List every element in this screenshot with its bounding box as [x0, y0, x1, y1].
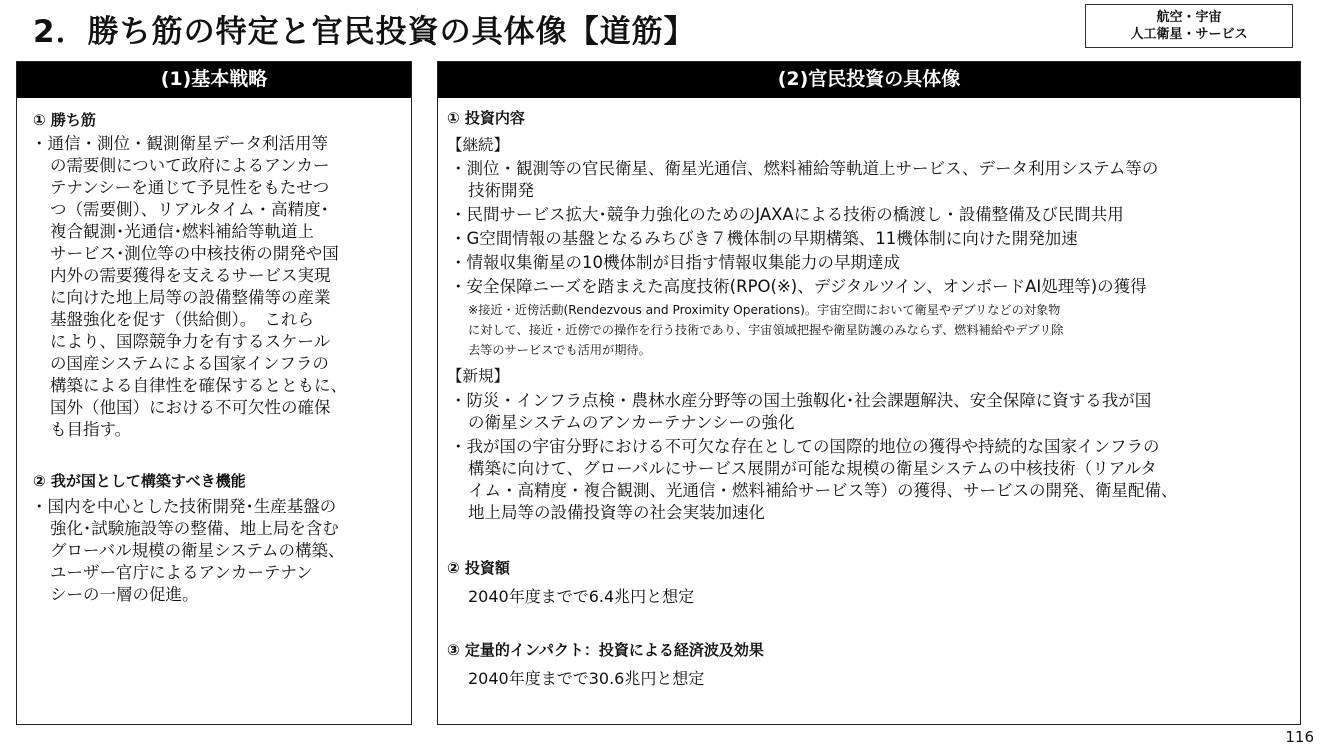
capability-line: シーの一層の促進。	[50, 585, 199, 604]
basic-strategy-panel	[16, 61, 412, 725]
continued-line: ・民間サービス拡大･競争力強化のためのJAXAによる技術の橋渡し・設備整備及び民間共用	[450, 205, 1124, 224]
continued-line: ・測位・観測等の官民衛星、衛星光通信、燃料補給等軌道上サービス、データ利用システム等の	[450, 159, 1159, 178]
continued-line: ・情報収集衛星の10機体制が目指す情報収集能力の早期達成	[450, 253, 900, 272]
strategy-line: サービス･測位等の中核技術の開発や国	[50, 244, 339, 263]
page-number: 116	[1285, 728, 1314, 746]
rpo-note-line: ※接近・近傍活動(Rendezvous and Proximity Operations)。宇宙空間において衛星やデブリなどの対象物	[468, 303, 1061, 317]
investment-amount-title: ② 投資額	[447, 559, 510, 577]
investment-panel	[437, 61, 1301, 725]
new-line: の衛星システムのアンカーテナンシーの強化	[468, 413, 795, 432]
strategy-line: の需要側について政府によるアンカー	[50, 156, 330, 175]
new-line: ・防災・インフラ点検・農林水産分野等の国土強靱化･社会課題解決、安全保障に資する我が国	[450, 391, 1152, 410]
rpo-note-line: に対して、接近・近傍での操作を行う技術であり、宇宙領域把握や衛星防護のみならず、燃料補給やデブリ除	[468, 323, 1064, 337]
strategy-line: に向けた地上局等の設備整備等の産業	[50, 288, 331, 307]
investment-amount-text: 2040年度までで6.4兆円と想定	[468, 587, 695, 606]
investment-body	[438, 98, 1300, 724]
investment-content-title: ① 投資内容	[447, 109, 525, 127]
strategy-line: テナンシーを通じて予見性をもたせつ	[50, 178, 330, 197]
impact-title: ③ 定量的インパクト：投資による経済波及効果	[447, 641, 764, 659]
capability-title: ② 我が国として構築すべき機能	[33, 472, 246, 490]
rpo-note-line: 去等のサービスでも活用が期待。	[468, 343, 651, 357]
strategy-line: により、国際競争力を有するスケール	[50, 332, 331, 351]
category-tag-line2: 人工衛星・サービス	[1130, 27, 1248, 42]
basic-strategy-header: (1)基本戦略	[17, 62, 411, 98]
capability-line: ユーザー官庁によるアンカーテナン	[50, 563, 313, 582]
continued-label: 【継続】	[447, 136, 510, 154]
new-line: イム・高精度・複合観測、光通信・燃料補給サービス等）の獲得、サービスの開発、衛星配備、	[468, 481, 1178, 500]
continued-line: ・安全保障ニーズを踏まえた高度技術(RPO(※)、デジタルツイン、オンボードAI処理等)の獲得	[450, 277, 1147, 296]
capability-line: 強化･試験施設等の整備、地上局を含む	[50, 519, 339, 538]
category-tag-line1: 航空・宇宙	[1156, 10, 1222, 25]
new-line: 地上局等の設備投資等の社会実装加速化	[468, 503, 765, 522]
strategy-line: ・通信・測位・観測衛星データ利活用等	[31, 134, 328, 153]
capability-line: グローバル規模の衛星システムの構築、	[50, 541, 345, 560]
continued-line: 技術開発	[468, 181, 534, 200]
impact-text: 2040年度までで30.6兆円と想定	[468, 669, 705, 688]
strategy-line: の国産システムによる国家インフラの	[50, 354, 329, 373]
basic-strategy-body	[17, 98, 411, 724]
category-tag	[1085, 4, 1293, 48]
capability-line: ・国内を中心とした技術開発･生産基盤の	[31, 497, 337, 516]
strategy-line: 基盤強化を促す（供給側）。 これら	[50, 310, 314, 329]
winning-path-title: ① 勝ち筋	[33, 111, 96, 129]
new-line: ・我が国の宇宙分野における不可欠な存在としての国際的地位の獲得や持続的な国家インフラの	[450, 437, 1160, 456]
strategy-line: 国外（他国）における不可欠性の確保	[50, 398, 331, 417]
strategy-line: 構築による自律性を確保するとともに、	[50, 376, 347, 395]
strategy-line: も目指す。	[50, 420, 132, 439]
page-title: 2．勝ち筋の特定と官民投資の具体像【道筋】	[33, 14, 696, 50]
strategy-line: つ（需要側）、リアルタイム・高精度･	[50, 200, 329, 219]
continued-line: ・G空間情報の基盤となるみちびき７機体制の早期構築、11機体制に向けた開発加速	[450, 229, 1078, 248]
new-label: 【新規】	[447, 367, 510, 385]
strategy-line: 内外の需要獲得を支えるサービス実現	[50, 266, 331, 285]
investment-header: (2)官民投資の具体像	[438, 62, 1300, 98]
strategy-line: 複合観測･光通信･燃料補給等軌道上	[50, 222, 314, 241]
new-line: 構築に向けて、グローバルにサービス展開が可能な規模の衛星システムの中核技術（リアルタ	[468, 459, 1157, 478]
